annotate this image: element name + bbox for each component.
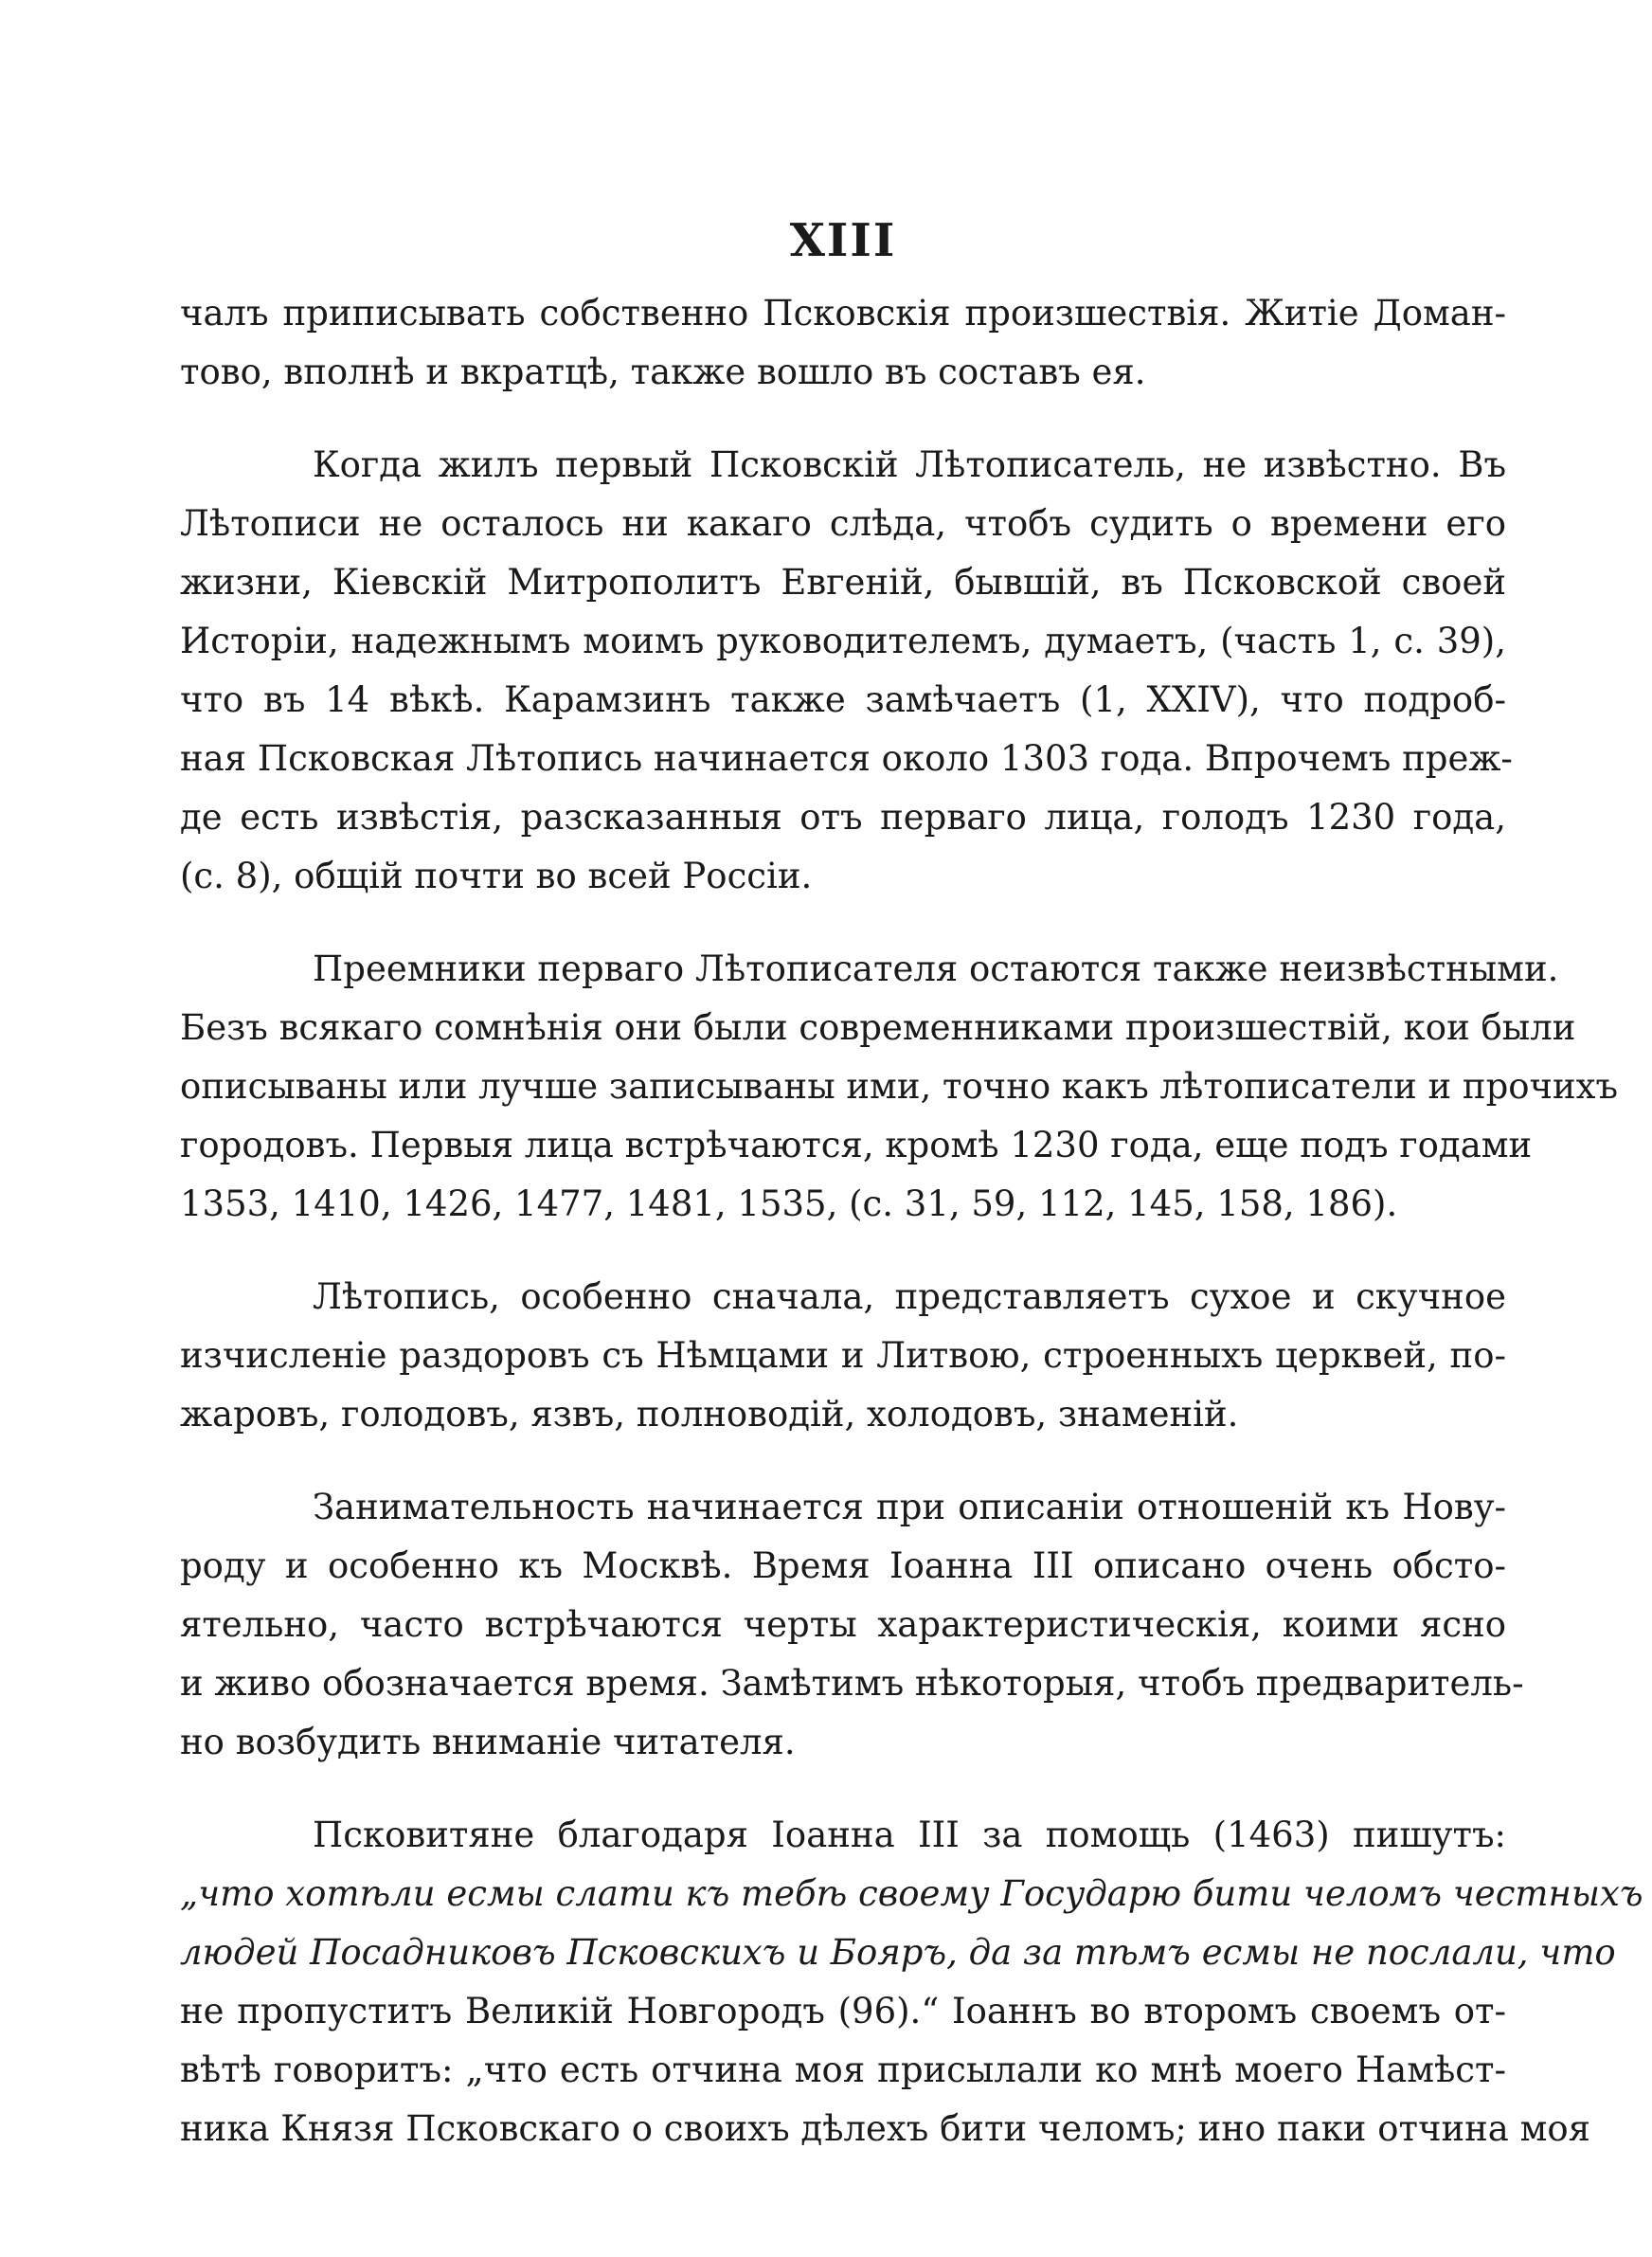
paragraph-5 (180, 1478, 1524, 1772)
text-line: чалъ приписывать собственно Псковскія произшествія. Житіе Доман- (180, 293, 1506, 334)
text-line: Лѣтопись, особенно сначала, представляетъ сухое и скучное (313, 1276, 1506, 1317)
text-line: жаровъ, голодовъ, язвъ, полноводій, холодовъ, знаменій. (180, 1394, 1239, 1435)
text-line: вѣтѣ говоритъ: „что есть отчина моя присылали ко мнѣ моего Намѣст- (180, 2049, 1506, 2090)
paragraph-4 (180, 1268, 1506, 1444)
text-line: Преемники перваго Лѣтописателя остаются также неизвѣстными. (313, 948, 1559, 989)
text-line: ная Псковская Лѣтопись начинается около 1303 года. Впрочемъ преж- (180, 738, 1513, 779)
text-line: Лѣтописи не осталось ни какаго слѣда, чтобъ судить о времени его (180, 503, 1506, 544)
page-number: XIII (789, 214, 897, 267)
text-line: (с. 8), общій почти во всей Россіи. (180, 856, 813, 896)
text-line-italic: „что хотѣли есмы слати къ тебѣ своему Государю бити челомъ честныхъ (180, 1873, 1643, 1914)
text-line: не пропуститъ Великій Новгородъ (96).“ Іоаннъ во второмъ своемъ от- (180, 1991, 1506, 2031)
text-line: Когда жилъ первый Псковскій Лѣтописатель, не извѣстно. Въ (313, 444, 1506, 485)
text-line: ятельно, часто встрѣчаются черты характеристическія, коими ясно (180, 1604, 1506, 1645)
paragraph-6 (180, 1806, 1643, 2158)
paragraph-3 (180, 940, 1619, 1234)
text-line: де есть извѣстія, разсказанныя отъ перваго лица, голодъ 1230 года, (180, 797, 1506, 838)
paragraph-2 (180, 436, 1513, 906)
text-line: описываны или лучше записываны ими, точно какъ лѣтописатели и прочихъ (180, 1066, 1619, 1107)
text-line: что въ 14 вѣкѣ. Карамзинъ также замѣчаетъ (1, XXIV), что подроб- (180, 679, 1506, 720)
text-line: но возбудить вниманіе читателя. (180, 1722, 796, 1762)
text-line: Занимательность начинается при описаніи отношеній къ Нову- (313, 1487, 1506, 1527)
text-line: Безъ всякаго сомнѣнія они были современниками произшествій, кои были (180, 1007, 1576, 1048)
text-line: и живо обозначается время. Замѣтимъ нѣкоторыя, чтобъ предваритель- (180, 1663, 1524, 1704)
text-line: 1353, 1410, 1426, 1477, 1481, 1535, (с. 31, 59, 112, 145, 158, 186). (180, 1183, 1398, 1224)
text-line: изчисленіе раздоровъ съ Нѣмцами и Литвою, строенныхъ церквей, по- (180, 1335, 1506, 1376)
text-line-italic: людей Посадниковъ Псковскихъ и Бояръ, да за тѣмъ есмы не послали, что (180, 1932, 1616, 1973)
text-line: роду и особенно къ Москвѣ. Время Іоанна III описано очень обсто- (180, 1545, 1506, 1586)
book-page (180, 214, 1643, 2193)
text-line: городовъ. Первыя лица встрѣчаются, кромѣ 1230 года, еще подъ годами (180, 1125, 1533, 1165)
text-line: Исторіи, надежнымъ моимъ руководителемъ, думаетъ, (часть 1, с. 39), (180, 621, 1506, 661)
text-line: ника Князя Псковскаго о своихъ дѣлехъ бити челомъ; ино паки отчина моя (180, 2108, 1590, 2149)
text-line: тово, вполнѣ и вкратцѣ, также вошло въ составъ ея. (180, 352, 1146, 392)
text-line: жизни, Кіевскій Митрополитъ Евгеній, бывшій, въ Псковской своей (180, 562, 1506, 603)
paragraph-1 (180, 284, 1506, 402)
text-line: Псковитяне благодаря Іоанна III за помощь (1463) пишутъ: (313, 1815, 1506, 1855)
